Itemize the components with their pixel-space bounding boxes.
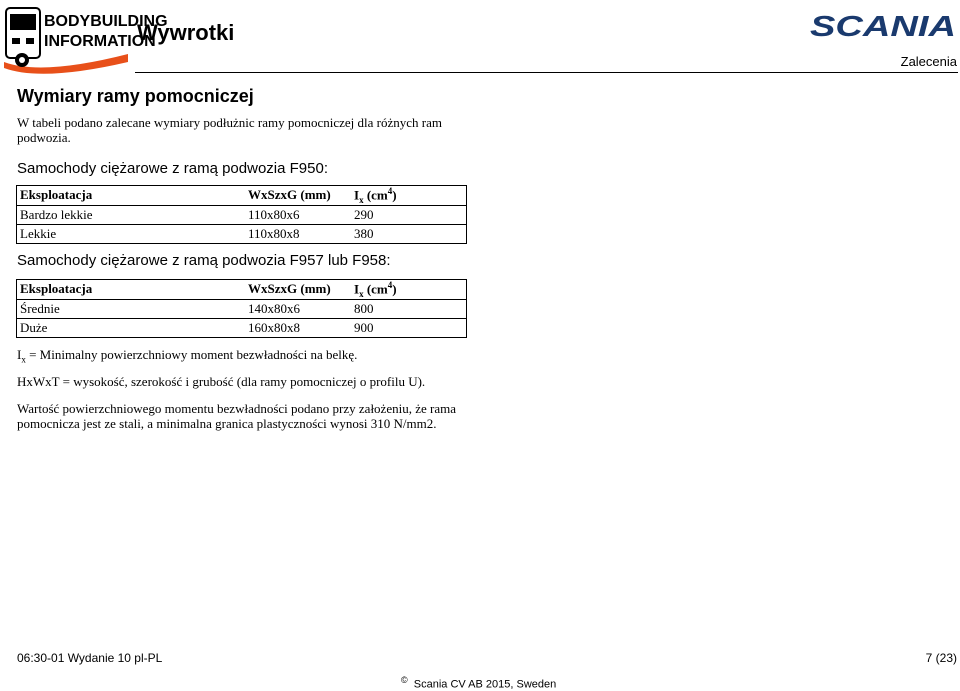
usage-cell: Średnie bbox=[17, 299, 246, 318]
frame-f957-f958-table bbox=[16, 279, 467, 338]
table-header-row bbox=[17, 280, 467, 300]
header-divider bbox=[135, 72, 958, 73]
frame-f950-table bbox=[16, 185, 467, 244]
ix-cell: 290 bbox=[351, 205, 467, 224]
dimensions-cell: 110x80x8 bbox=[245, 224, 351, 243]
svg-text:INFORMATION: INFORMATION bbox=[44, 33, 156, 50]
usage-cell: Duże bbox=[17, 318, 246, 337]
dimensions-cell: 140x80x6 bbox=[245, 299, 351, 318]
svg-text:BODYBUILDING: BODYBUILDING bbox=[44, 13, 168, 30]
copyright: © Scania CV AB 2015, Sweden bbox=[401, 675, 557, 691]
ix-cell: 900 bbox=[351, 318, 467, 337]
note-hwt: HxWxT = wysokość, szerokość i grubość (dla ramy pomocniczej o profilu U). bbox=[17, 374, 426, 389]
note-yield: Wartość powierzchniowego momentu bezwładności podano przy założeniu, że rama pomocnicza jest ze stali, a minimalna granica plastyczności wynosi 310 N/mm2. bbox=[17, 401, 456, 431]
table-row bbox=[17, 318, 467, 337]
ix-cell: 380 bbox=[351, 224, 467, 243]
usage-cell: Bardzo lekkie bbox=[17, 205, 246, 224]
document-title: Wywrotki bbox=[137, 20, 235, 45]
page-number: 7 (23) bbox=[925, 651, 957, 665]
note-ix: $I_x$ = Minimalny powierzchniowy moment bezwładności na belkę. bbox=[17, 347, 358, 365]
dimensions-cell: 160x80x8 bbox=[245, 318, 351, 337]
column-header-usage: Eksploatacja bbox=[17, 280, 246, 300]
ix-cell: 800 bbox=[351, 299, 467, 318]
column-header-usage: Eksploatacja bbox=[17, 186, 246, 206]
intro-paragraph: W tabeli podano zalecane wymiary podłużnic ramy pomocniczej dla różnych ram podwozia. bbox=[17, 115, 442, 145]
column-header-dimensions: WxSzxG (mm) bbox=[245, 280, 351, 300]
svg-text:SCANIA: SCANIA bbox=[810, 11, 956, 43]
column-header-dimensions: WxSzxG (mm) bbox=[245, 186, 351, 206]
scania-logo bbox=[810, 11, 958, 43]
table1-title: Samochody ciężarowe z ramą podwozia F950: bbox=[17, 160, 328, 177]
dimensions-cell: 110x80x6 bbox=[245, 205, 351, 224]
table-row bbox=[17, 205, 467, 224]
column-header-ix: $I_x$ $(cm^4)$ bbox=[351, 186, 467, 206]
column-header-ix: $I_x$ $(cm^4)$ bbox=[351, 280, 467, 300]
copyright-icon: © bbox=[401, 675, 408, 685]
section-heading: Wymiary ramy pomocniczej bbox=[17, 86, 254, 106]
table-row bbox=[17, 224, 467, 243]
usage-cell: Lekkie bbox=[17, 224, 246, 243]
table-header-row bbox=[17, 186, 467, 206]
section-label: Zalecenia bbox=[900, 54, 957, 69]
document-id: 06:30-01 Wydanie 10 pl-PL bbox=[17, 651, 163, 665]
table2-title: Samochody ciężarowe z ramą podwozia F957 lub F958: bbox=[17, 252, 391, 269]
table-row bbox=[17, 299, 467, 318]
bodybuilding-information-logo bbox=[2, 2, 168, 72]
